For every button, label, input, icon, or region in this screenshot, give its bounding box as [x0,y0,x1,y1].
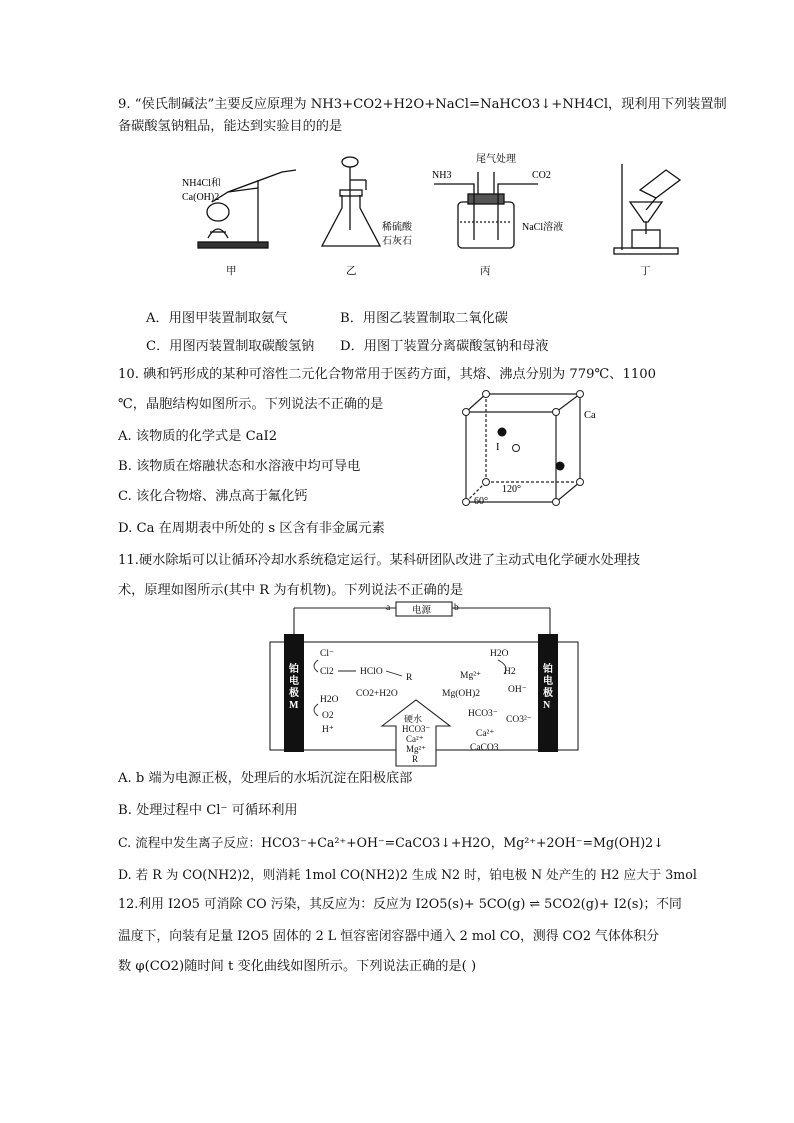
q9-stem-line2: 备碳酸氢钠粗品，能达到实验目的的是 [118,119,343,134]
q10-unit-cell-figure [456,384,596,510]
iodide-ion-2 [556,462,565,471]
label-60: 60° [474,496,488,507]
q11-option-d: D. 若 R 为 CO(NH2)2，则消耗 1mol CO(NH2)2 生成 N2 时，铂电极 N 处产生的 H2 应大于 3mol [118,867,697,882]
q9-option-c: C．用图丙装置制取碳酸氢钠 [146,339,315,354]
q11-option-c: C. 流程中发生离子反应：HCO3⁻+Ca²⁺+OH⁻=CaCO3↓+H2O，Mg²⁺+2OH⁻=Mg(OH)2↓ [118,835,664,850]
fig-in-r: R [412,754,419,764]
fig-hco3: HCO3⁻ [468,709,498,719]
apparatus-ding [614,164,680,254]
fig-h2o-right: H2O [490,649,509,659]
fig-hard-water: 硬水 [404,714,423,724]
caption-jia: 甲 [226,266,237,277]
q10-stem-line1: 10. 碘和钙形成的某种可溶性二元化合物常用于医药方面，其熔、沸点分别为 779℃、1100 [118,367,657,382]
q9-option-b: B．用图乙装置制取二氧化碳 [340,311,508,326]
terminal-a: a [386,603,391,613]
q10-option-b: B. 该物质在熔融状态和水溶液中均可导电 [118,459,361,474]
fig-oh: OH⁻ [508,685,527,695]
q9-option-a: A．用图甲装置制取氨气 [146,311,288,326]
fig-cl-minus: Cl⁻ [320,649,334,659]
bing-nacl-label: NaCl溶液 [522,222,564,233]
label-i: I [496,442,500,453]
q11-stem-line1: 11.硬水除垢可以让循环冷却水系统稳定运行。某科研团队改进了主动式电化学硬水处理技 [118,553,641,568]
caption-bing: 丙 [480,266,491,277]
q10-option-d: D. Ca 在周期表中所处的 s 区含有非金属元素 [118,521,385,536]
fig-h-plus: H⁺ [322,725,334,735]
caption-yi: 乙 [346,266,357,277]
fig-in-ca: Ca²⁺ [406,734,424,744]
power-source-label: 电源 [412,606,432,616]
bing-co2-label: CO2 [532,170,551,181]
fig-hclo: HClO [360,667,383,677]
q10-option-c: C. 该化合物熔、沸点高于氟化钙 [118,489,308,504]
bing-nh3-label: NH3 [432,170,452,181]
fig-r: R [406,673,413,683]
fig-co3: CO3²⁻ [506,715,532,725]
q11-electrolysis-figure [266,600,586,768]
fig-in-hco3: HCO3⁻ [402,724,431,734]
q10-option-a: A. 该物质的化学式是 CaI2 [118,429,278,444]
apparatus-yi [322,157,380,246]
q9-stem-line1: 9. “侯氏制碱法”主要反应原理为 NH3+CO2+H2O+NaCl=NaHCO3↓+NH4Cl，现利用下列装置制 [118,97,727,112]
apparatus-bing [434,172,538,248]
fig-mgoh2: Mg(OH)2 [442,689,480,699]
label-120: 120° [502,484,521,495]
q11-option-b: B. 处理过程中 Cl⁻ 可循环利用 [118,803,298,818]
q12-stem-line2: 温度下，向装有足量 I2O5 固体的 2 L 恒容密闭容器中通入 2 mol CO，测得 CO2 气体体积分 [118,929,660,944]
terminal-b: b [454,603,459,613]
jia-reagent-1: NH4Cl和 [182,178,221,189]
q12-stem-line1: 12.利用 I2O5 可消除 CO 污染，其反应为：反应为 I2O5(s)+ 5CO(g) ⇌ 5CO2(g)+ I2(s)；不同 [118,897,682,912]
fig-h2o-left: H2O [320,695,339,705]
q9-apparatus-figure [170,150,690,280]
fig-co2-h2o: CO2+H2O [356,689,398,699]
q11-option-a: A. b 端为电源正极，处理后的水垢沉淀在阳极底部 [118,771,413,786]
fig-cl2: Cl2 [320,667,334,677]
q11-stem-line2: 术，原理如图所示(其中 R 为有机物)。下列说法不正确的是 [118,583,464,598]
fig-mg2: Mg²⁺ [460,671,482,681]
label-ca: Ca [584,410,596,421]
iodide-ion-1 [498,428,507,437]
q10-stem-line2: ℃，晶胞结构如图所示。下列说法不正确的是 [118,397,384,412]
yi-stone-label: 石灰石 [382,236,412,247]
fig-in-mg: Mg²⁺ [406,744,426,754]
yi-acid-label: 稀硫酸 [382,222,412,233]
fig-caco3: CaCO3 [470,743,499,753]
fig-o2: O2 [322,711,334,721]
electrode-m-label: 铂电极 M [289,664,299,711]
q9-option-d: D．用图丁装置分离碳酸氢钠和母液 [340,339,549,354]
fig-ca2: Ca²⁺ [476,729,495,739]
jia-reagent-2: Ca(OH)2 [182,192,220,203]
fig-h2: H2 [504,667,516,677]
q12-stem-line3: 数 φ(CO2)随时间 t 变化曲线如图所示。下列说法正确的是( ) [118,959,477,974]
caption-ding: 丁 [640,266,651,277]
electrode-n-label: 铂电极 N [543,664,553,711]
bing-tail-label: 尾气处理 [476,154,516,165]
